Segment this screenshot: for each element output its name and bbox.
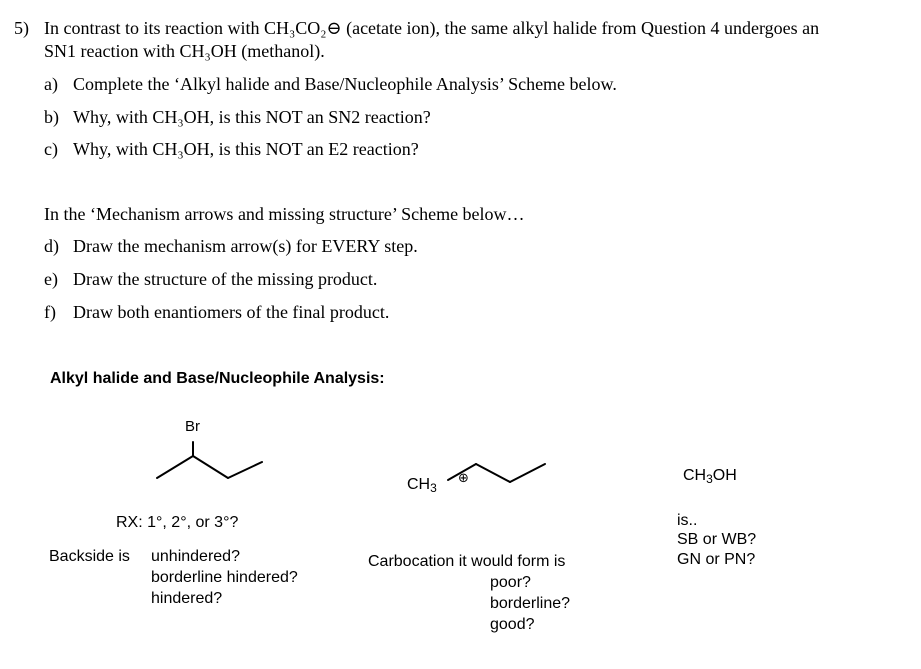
part-e-text: Draw the structure of the missing product. [73,269,378,289]
part-d-label: d) [44,236,59,256]
positive-charge-icon: ⊕ [458,470,469,485]
part-d-text: Draw the mechanism arrow(s) for EVERY step. [73,236,418,256]
good-poor-nucleophile-question: GN or PN? [677,551,756,568]
question-line-2: SN1 reaction with CH₃OH (methanol). [44,41,325,61]
backside-option-borderline: borderline hindered? [151,569,298,586]
part-e-label: e) [44,269,58,289]
bromine-atom-label: Br [185,418,200,435]
part-a-text: Complete the ‘Alkyl halide and Base/Nucleophile Analysis’ Scheme below. [73,74,617,94]
part-a-label: a) [44,74,58,94]
strong-weak-base-question: SB or WB? [677,531,757,548]
backside-label: Backside is [49,548,130,565]
carbocation-option-borderline: borderline? [490,595,571,612]
backside-option-hindered: hindered? [151,590,223,607]
methanol-formula: $CH_3OH$ [683,467,737,486]
backside-option-unhindered: unhindered? [151,548,240,565]
mechanism-intro: In the ‘Mechanism arrows and missing structure’ Scheme below… [44,204,525,224]
part-b-label: b) [44,107,59,127]
carbocation-option-poor: poor? [490,574,531,591]
part-b-text: Why, with CH₃OH, is this NOT an SN2 reaction? [73,107,431,127]
part-f-text: Draw both enantiomers of the final product. [73,302,390,322]
carbocation-question: Carbocation it would form is [368,553,566,570]
part-c-label: c) [44,139,58,159]
carbocation-option-good: good? [490,616,535,633]
part-f-label: f) [44,302,56,322]
ch3-label: $CH_3$ [407,476,437,495]
question-number: 5) [14,18,29,38]
part-c-text: Why, with CH₃OH, is this NOT an E2 reaction? [73,139,419,159]
analysis-heading: Alkyl halide and Base/Nucleophile Analysis: [50,370,385,387]
question-line-1: In contrast to its reaction with CH₃CO₂⊖ (acetate ion), the same alkyl halide from Question 4 undergoes an [44,18,820,38]
rx-degree-question: RX: 1°, 2°, or 3°? [116,514,239,531]
nucleophile-is-label: is.. [677,512,698,529]
